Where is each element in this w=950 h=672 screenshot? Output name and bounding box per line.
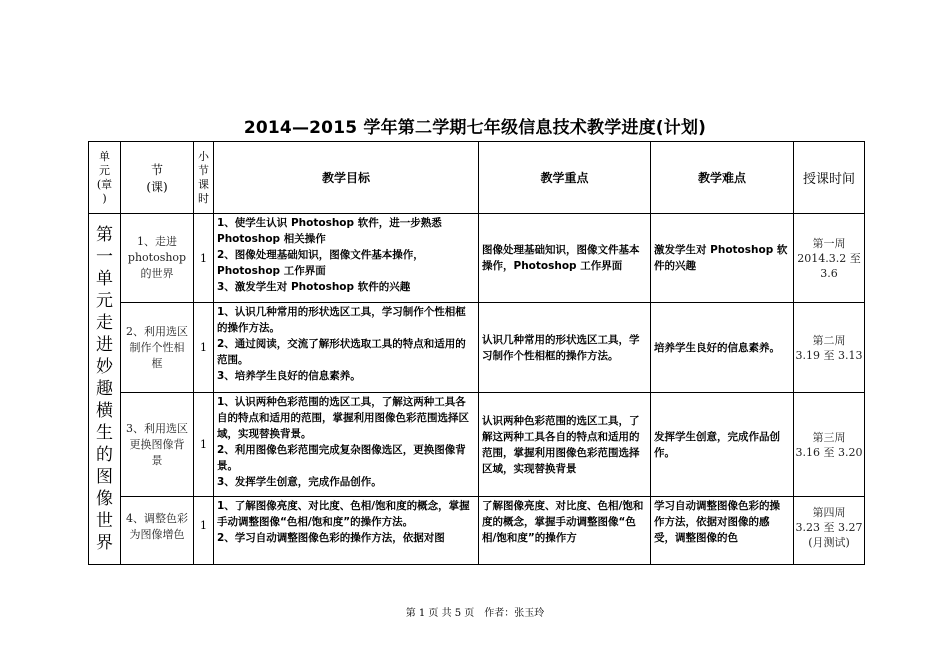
unit-title-char: 世 [96,511,113,531]
header-hours-line: 课 [198,177,209,191]
header-difficulty: 教学难点 [651,142,794,214]
time-line: 第一周 [812,236,846,250]
unit-title-cell [89,214,121,565]
focus-cell: 认识几种常用的形状选区工具，学习制作个性相框的操作方法。 [479,303,651,393]
lesson-line: 2、利用选区 [126,324,188,338]
focus-cell: 图像处理基础知识，图像文件基本操作，Photoshop 工作界面 [479,214,651,303]
lesson-cell [121,214,194,303]
unit-title-char: 妙 [96,357,113,377]
objectives-line: 2、学习自动调整图像色彩的操作方法，依据对图 [217,532,445,544]
header-hours-line: 小 [198,149,209,163]
objectives-line: 2、图像处理基础知识，图像文件基本操作，Photoshop 工作界面 [217,249,424,277]
time-cell [794,497,865,565]
document-title: 2014—2015 学年第二学期七年级信息技术教学进度(计划) [243,118,707,138]
time-line: 2014.3.2 至 [797,251,861,265]
time-cell [794,393,865,497]
time-line: 第三周 [812,430,846,444]
header-unit-line: (章 [96,177,113,191]
teaching-plan-table [88,141,865,565]
header-unit-line: 元 [99,163,110,177]
time-line: 3.16 至 3.20 [795,445,863,459]
header-hours-line: 时 [198,191,209,205]
difficulty-cell: 学习自动调整图像色彩的操作方法，依据对图像的感受，调整图像的色 [651,497,794,565]
lesson-line: 的世界 [140,267,174,280]
objectives-line: 1、了解图像亮度、对比度、色相/饱和度的概念，掌握手动调整图像“色相/饱和度”的操作方法。 [217,500,470,528]
time-line: 3.6 [820,266,838,280]
objectives-line: 3、培养学生良好的信息素养。 [217,370,361,382]
unit-title-char: 趣 [96,379,113,399]
unit-title-char: 元 [96,291,113,311]
time-line: 3.23 至 3.27 [795,521,863,534]
unit-title-char: 界 [96,533,113,553]
header-unit [89,142,121,214]
lesson-line: 4、调整色彩 [126,512,188,525]
lesson-line: 3、利用选区 [126,421,188,435]
header-section-line: (课) [146,179,168,194]
time-line: 3.19 至 3.13 [795,348,863,362]
unit-title-char: 图 [96,467,113,487]
difficulty-cell: 培养学生良好的信息素养。 [651,303,794,393]
objectives-line: 1、认识几种常用的形状选区工具，学习制作个性相框的操作方法。 [217,306,466,334]
unit-title-char: 一 [96,247,113,267]
time-line: (月测试) [808,536,850,549]
unit-title-char: 单 [96,269,113,289]
unit-title-char: 第 [96,225,113,245]
header-hours-line: 节 [198,163,209,177]
header-section-line: 节 [150,162,163,177]
hours-cell: 1 [194,393,214,497]
lesson-line: photoshop [127,251,187,264]
header-row [89,142,865,214]
lesson-line: 1、走进 [137,235,177,248]
table-row [89,214,865,303]
difficulty-cell: 激发学生对 Photoshop 软件的兴趣 [651,214,794,303]
table-row [89,497,865,565]
table-row [89,393,865,497]
objectives-cell [214,497,479,565]
header-section [121,142,194,214]
header-unit-line: 单 [99,149,110,163]
page-footer: 第 1 页 共 5 页 作者：张玉玲 [405,608,545,619]
focus-cell: 了解图像亮度、对比度、色相/饱和度的概念，掌握手动调整图像“色相/饱和度”的操作方 [479,497,651,565]
time-line: 第四周 [812,506,846,519]
header-unit-line: ) [102,191,107,205]
focus-cell: 认识两种色彩范围的选区工具，了解这两种工具各自的特点和适用的范围，掌握利用图像色彩范围选择区域，实现替换背景 [479,393,651,497]
time-cell [794,214,865,303]
unit-title-char: 进 [96,335,113,355]
header-hours [194,142,214,214]
objectives-line: 1、使学生认识 Photoshop 软件，进一步熟悉 Photoshop 相关操作 [217,217,442,245]
hours-cell: 1 [194,497,214,565]
time-line: 第二周 [812,333,846,347]
objectives-cell [214,214,479,303]
objectives-cell [214,393,479,497]
unit-title-char: 生 [96,423,113,443]
time-cell [794,303,865,393]
unit-title-char: 的 [96,445,113,465]
objectives-line: 2、通过阅读，交流了解形状选取工具的特点和适用的范围。 [217,338,466,366]
objectives-line: 3、激发学生对 Photoshop 软件的兴趣 [217,281,411,293]
header-time: 授课时间 [794,142,865,214]
objectives-line: 1、认识两种色彩范围的选区工具，了解这两种工具各自的特点和适用的范围，掌握利用图像色彩范围选择区域，实现替换背景。 [217,396,469,440]
objectives-cell [214,303,479,393]
lesson-cell [121,303,194,393]
unit-title-char: 横 [96,401,113,421]
table-row [89,303,865,393]
lesson-cell [121,393,194,497]
lesson-line: 更换图像背 [129,437,185,451]
lesson-line: 为图像增色 [129,528,185,541]
objectives-line: 3、发挥学生创意，完成作品创作。 [217,476,382,488]
lesson-line: 制作个性相 [129,340,185,354]
header-objectives: 教学目标 [214,142,479,214]
difficulty-cell: 发挥学生创意，完成作品创作。 [651,393,794,497]
objectives-line: 2、利用图像色彩范围完成复杂图像选区，更换图像背景。 [217,444,466,472]
unit-title-char: 走 [96,313,113,333]
unit-title-char: 像 [96,489,113,509]
header-focus: 教学重点 [479,142,651,214]
lesson-line: 框 [151,356,163,370]
lesson-cell [121,497,194,565]
hours-cell: 1 [194,214,214,303]
lesson-line: 景 [151,453,163,467]
hours-cell: 1 [194,303,214,393]
